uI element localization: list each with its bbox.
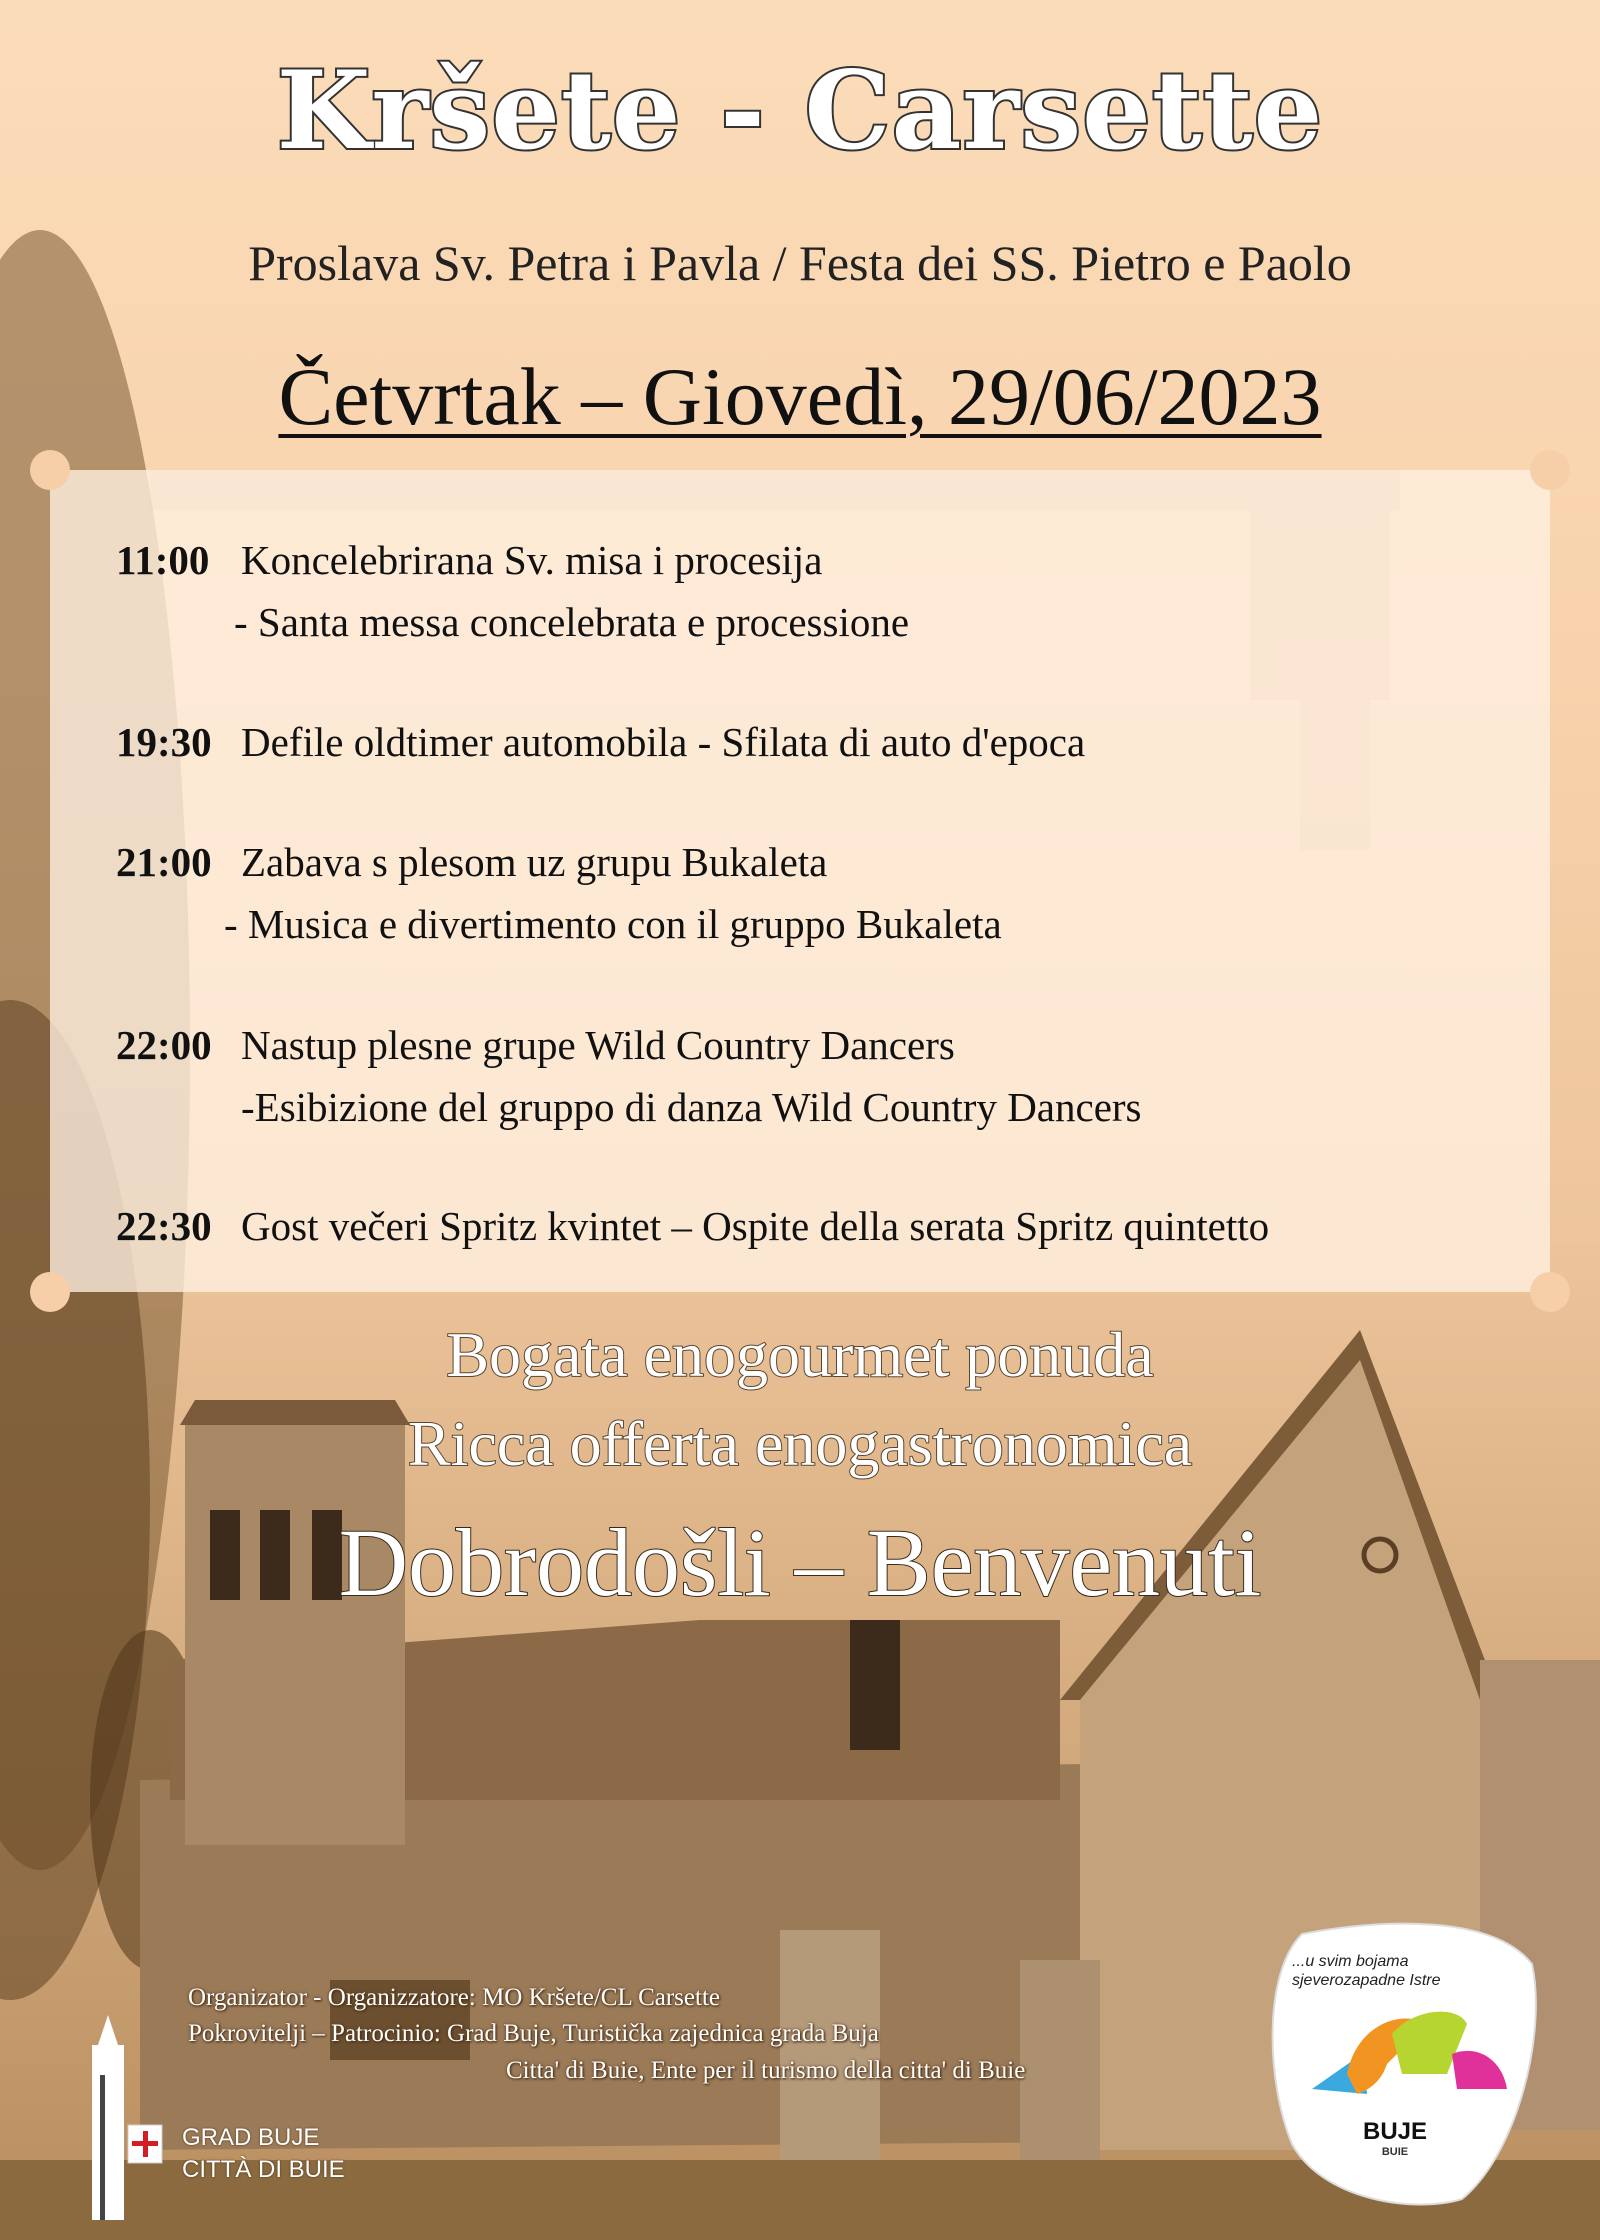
program-text: Zabava s plesom uz grupu Bukaleta (241, 839, 828, 885)
program-item (116, 712, 1085, 774)
event-title: Kršete - Carsette (276, 48, 1324, 174)
program-time: 19:30 (116, 719, 212, 765)
buje-tagline (1292, 1952, 1441, 1990)
program-item (116, 530, 909, 653)
buje-name-it: BUIE (1381, 2146, 1409, 2158)
program-text: Koncelebrirana Sv. misa i procesija (241, 537, 823, 583)
credits-block (188, 1980, 1025, 2089)
offer-line-it: Ricca offerta enogastronomica (407, 1408, 1193, 1479)
grad-name-it: CITTÀ DI BUIE (182, 2156, 345, 2184)
panel-corner (1530, 450, 1570, 490)
panel-corner (1530, 1272, 1570, 1312)
program-text: Gost večeri Spritz kvintet – Ospite della serata Spritz quintetto (241, 1203, 1270, 1249)
program-time: 11:00 (116, 537, 210, 583)
program-item (116, 1196, 1269, 1258)
offer-line-hr: Bogata enogourmet ponuda (446, 1319, 1154, 1390)
sponsors-text-it: Citta' di Buie, Ente per il turismo della citta' di Buie (506, 2056, 1026, 2084)
event-date: Četvrtak – Giovedì, 29/06/2023 (278, 351, 1322, 442)
panel-corner (30, 1272, 70, 1312)
program-text: Defile oldtimer automobila - Sfilata di auto d'epoca (241, 719, 1086, 765)
event-subtitle: Proslava Sv. Petra i Pavla / Festa dei SS. Pietro e Paolo (248, 235, 1352, 291)
grad-logo-text (182, 2122, 345, 2187)
program-text: Nastup plesne grupe Wild Country Dancers (241, 1022, 955, 1068)
program-text-it: - Musica e divertimento con il gruppo Bukaleta (224, 900, 1002, 947)
program-time: 21:00 (116, 839, 212, 885)
city-coat-of-arms-icon (70, 2015, 180, 2225)
organizer-text: Organizator - Organizzatore: MO Kršete/CL Carsette (188, 1984, 720, 2011)
program-item (116, 832, 1002, 955)
program-text-it: - Santa messa concelebrata e processione (234, 598, 910, 645)
program-item (116, 1015, 1142, 1138)
welcome-text: Dobrodošli – Benvenuti (338, 1509, 1262, 1616)
program-time: 22:30 (116, 1203, 212, 1249)
panel-corner (30, 450, 70, 490)
buje-name: BUJE (1362, 2118, 1428, 2145)
sponsors-text: Pokrovitelji – Patrocinio: Grad Buje, Turistička zajednica grada Buja (188, 2020, 879, 2048)
program-time: 22:00 (116, 1022, 212, 1068)
buje-tagline-2: sjeverozapadne Istre (1292, 1972, 1441, 1990)
buje-tagline-1: ...u svim bojama (1292, 1953, 1409, 1970)
grad-name-hr: GRAD BUJE (182, 2124, 320, 2151)
program-text-it: -Esibizione del gruppo di danza Wild Country Dancers (241, 1083, 1142, 1130)
